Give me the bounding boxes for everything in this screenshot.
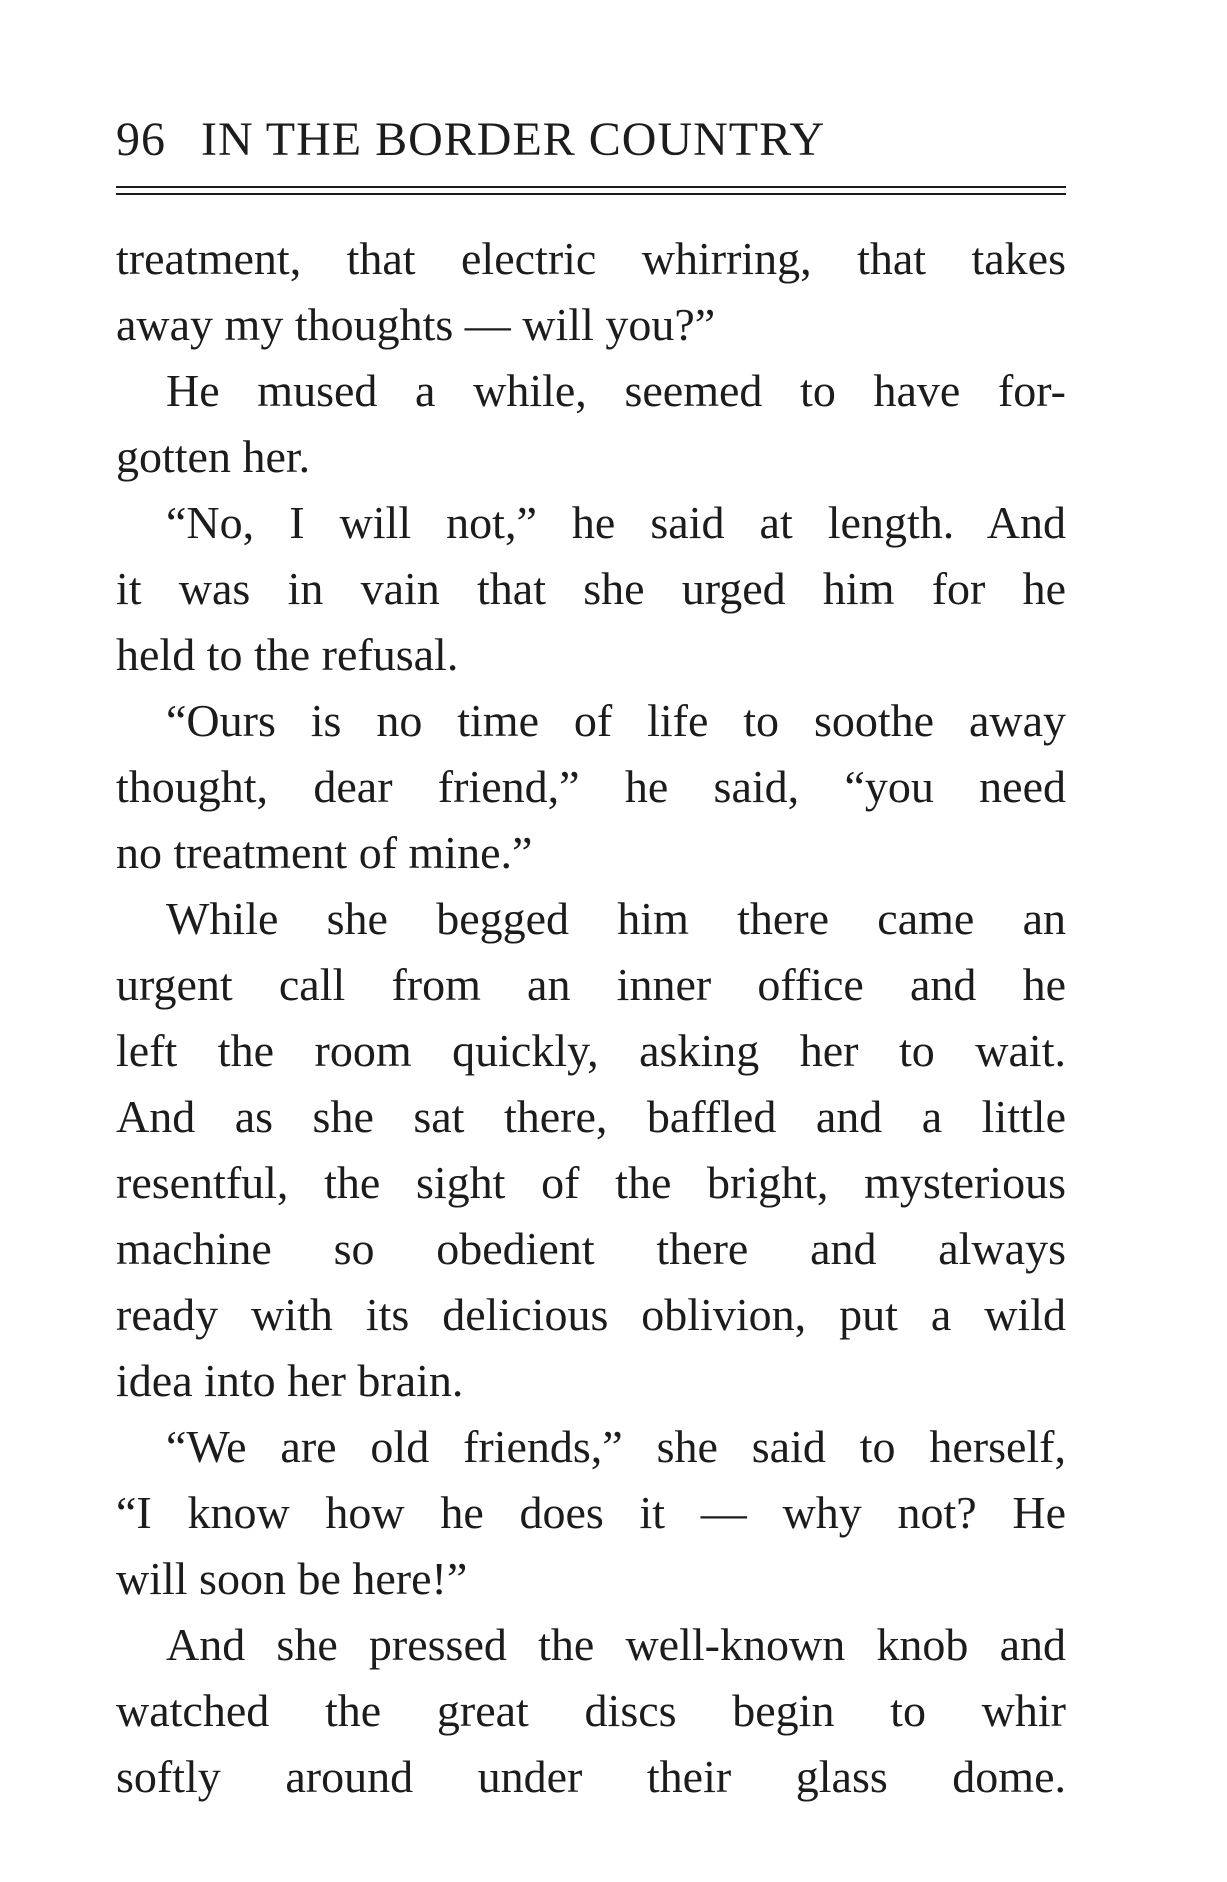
- text-line: And as she sat there, baffled and a little: [116, 1091, 1066, 1142]
- body-text: [116, 226, 1066, 1810]
- text-line: softly around under their glass dome.: [116, 1751, 1066, 1802]
- running-head: [116, 108, 1066, 172]
- text-line: held to the refusal.: [116, 629, 459, 680]
- text-line: treatment, that electric whirring, that takes: [116, 233, 1066, 284]
- text-line: it was in vain that she urged him for he: [116, 563, 1066, 614]
- header-rule-top: [116, 186, 1066, 188]
- header-rule-bottom: [116, 193, 1066, 195]
- text-line: “Ours is no time of life to soothe away: [166, 695, 1066, 746]
- text-line: ready with its delicious oblivion, put a wild: [116, 1289, 1066, 1340]
- text-line: machine so obedient there and always: [116, 1223, 1066, 1274]
- text-line: resentful, the sight of the bright, mysterious: [116, 1157, 1066, 1208]
- text-line: gotten her.: [116, 431, 311, 482]
- text-line: urgent call from an inner office and he: [116, 959, 1066, 1010]
- running-title: IN THE BORDER COUNTRY: [201, 113, 826, 166]
- text-line: away my thoughts — will you?”: [116, 299, 716, 350]
- text-line: no treatment of mine.”: [116, 827, 533, 878]
- page-number: 96: [116, 113, 166, 166]
- text-line: idea into her brain.: [116, 1355, 464, 1406]
- text-line: “No, I will not,” he said at length. And: [166, 497, 1066, 548]
- text-line: “I know how he does it — why not? He: [116, 1487, 1066, 1538]
- text-line: While she begged him there came an: [166, 893, 1066, 944]
- text-line: “We are old friends,” she said to herself,: [166, 1421, 1066, 1472]
- text-line: thought, dear friend,” he said, “you need: [116, 761, 1066, 812]
- text-line: will soon be here!”: [116, 1553, 468, 1604]
- text-line: He mused a while, seemed to have for-: [166, 365, 1066, 416]
- text-line: And she pressed the well-known knob and: [166, 1619, 1066, 1670]
- text-line: watched the great discs begin to whir: [116, 1685, 1066, 1736]
- text-line: left the room quickly, asking her to wait.: [116, 1025, 1066, 1076]
